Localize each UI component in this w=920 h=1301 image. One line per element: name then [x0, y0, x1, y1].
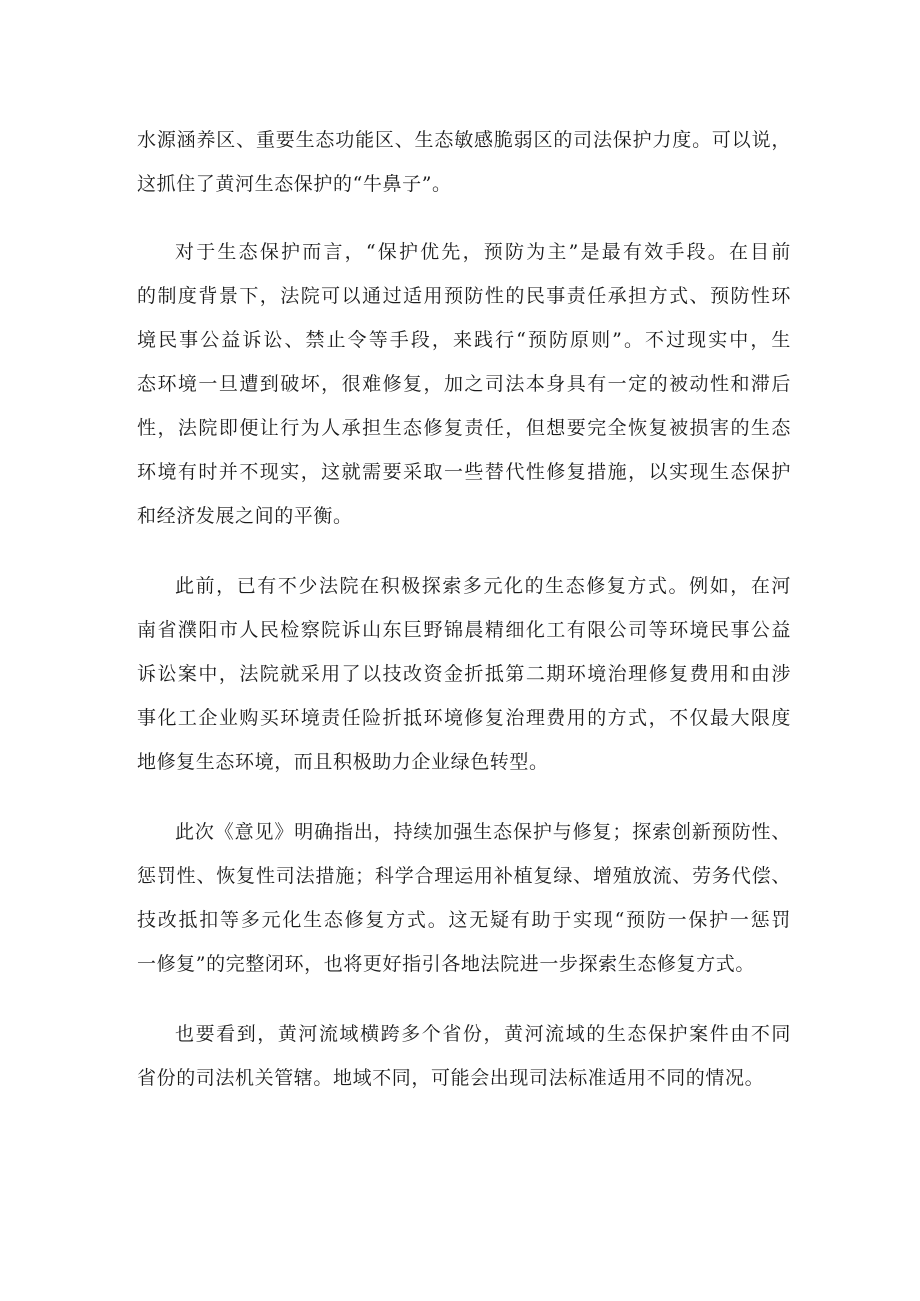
text-line: 的制度背景下，法院可以通过适用预防性的民事责任承担方式、预防性环	[137, 285, 791, 307]
paragraph-2	[137, 230, 791, 538]
text-line: 对于生态保护而言，“保护优先，预防为主”是最有效手段。在目前	[175, 241, 791, 263]
text-line: 这抓住了黄河生态保护的“牛鼻子”。	[137, 173, 452, 195]
text-line: 也要看到，黄河流域横跨多个省份，黄河流域的生态保护案件由不同	[175, 1023, 791, 1045]
text-line: 南省濮阳市人民检察院诉山东巨野锦晨精细化工有限公司等环境民事公益	[137, 619, 791, 641]
text-line: 一修复”的完整闭环，也将更好指引各地法院进一步探索生态修复方式。	[137, 953, 755, 975]
text-line: 和经济发展之间的平衡。	[137, 505, 353, 527]
text-line: 事化工企业购买环境责任险折抵环境修复治理费用的方式，不仅最大限度	[137, 707, 791, 729]
text-line: 态环境一旦遭到破坏，很难修复，加之司法本身具有一定的被动性和滞后	[137, 373, 791, 395]
text-line: 地修复生态环境，而且积极助力企业绿色转型。	[137, 751, 549, 773]
paragraph-1	[137, 118, 791, 206]
text-line: 此次《意见》明确指出，持续加强生态保护与修复；探索创新预防性、	[175, 821, 791, 843]
text-line: 省份的司法机关管辖。地域不同，可能会出现司法标准适用不同的情况。	[137, 1067, 765, 1089]
paragraph-3	[137, 564, 791, 784]
text-line: 水源涵养区、重要生态功能区、生态敏感脆弱区的司法保护力度。可以说，	[137, 129, 791, 151]
paragraph-5	[137, 1012, 791, 1100]
text-line: 性，法院即便让行为人承担生态修复责任，但想要完全恢复被损害的生态	[137, 417, 791, 439]
text-line: 惩罚性、恢复性司法措施；科学合理运用补植复绿、增殖放流、劳务代偿、	[137, 865, 791, 887]
text-line: 环境有时并不现实，这就需要采取一些替代性修复措施，以实现生态保护	[137, 461, 791, 483]
text-line: 技改抵扣等多元化生态修复方式。这无疑有助于实现“预防一保护一惩罚	[137, 909, 791, 931]
text-line: 境民事公益诉讼、禁止令等手段，来践行“预防原则”。不过现实中，生	[137, 329, 791, 351]
paragraph-4	[137, 810, 791, 986]
text-line: 此前，已有不少法院在积极探索多元化的生态修复方式。例如，在河	[175, 575, 791, 597]
text-line: 诉讼案中，法院就采用了以技改资金折抵第二期环境治理修复费用和由涉	[137, 663, 791, 685]
